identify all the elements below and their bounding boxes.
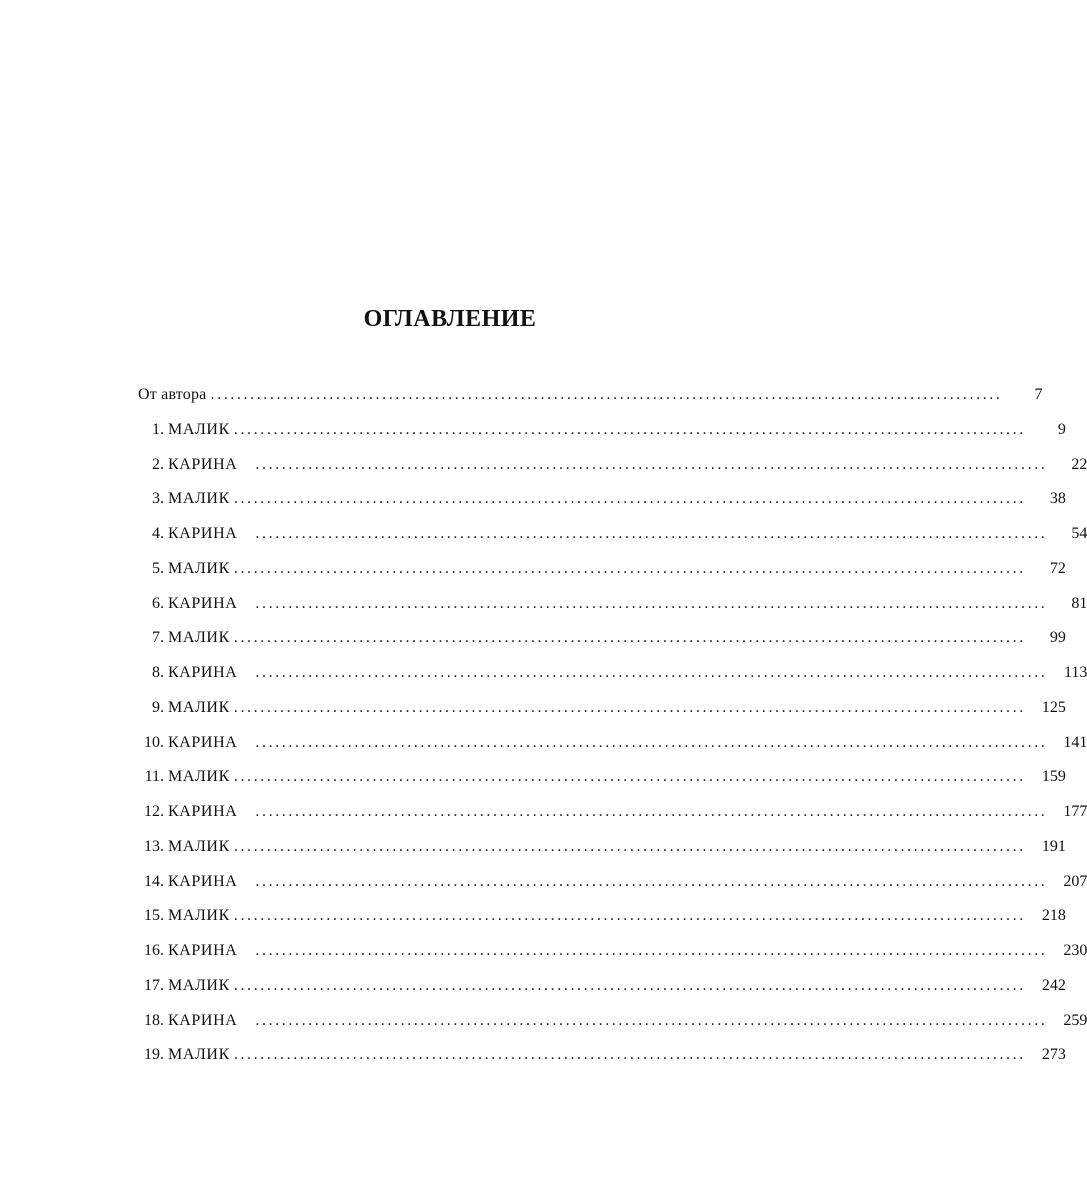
toc-entry[interactable] bbox=[138, 795, 1087, 830]
toc-entry-page-number: 273 bbox=[1041, 1046, 1066, 1064]
toc-entry[interactable] bbox=[138, 656, 1087, 691]
toc-dot-leader: ........................................................................................................................ bbox=[233, 629, 1026, 647]
toc-dot-leader: ........................................................................................................................ bbox=[255, 942, 1048, 959]
toc-entry-label: КАРИНА bbox=[168, 1011, 238, 1029]
toc-entry-page-number: 259 bbox=[1063, 1011, 1087, 1029]
toc-entry-number: 18. bbox=[144, 1011, 164, 1029]
toc-entry-label: МАЛИК bbox=[168, 559, 230, 577]
toc-entry-label: МАЛИК bbox=[168, 698, 230, 716]
toc-entry-page-number: 242 bbox=[1041, 976, 1066, 994]
toc-entry-page-number: 125 bbox=[1041, 698, 1066, 716]
toc-entry[interactable] bbox=[138, 621, 1066, 656]
toc-entry-page-number: 141 bbox=[1063, 733, 1087, 751]
toc-entry-page-number: 7 bbox=[1034, 386, 1043, 403]
toc-entry-number: 1. bbox=[152, 420, 164, 438]
toc-entry-number: 6. bbox=[152, 594, 164, 612]
toc-entry-number: 15. bbox=[144, 907, 164, 925]
toc-entry-label: КАРИНА bbox=[168, 664, 238, 681]
toc-entry-number: 2. bbox=[152, 455, 164, 473]
toc-entry-number: 12. bbox=[144, 803, 164, 820]
toc-entry-page-number: 99 bbox=[1049, 629, 1066, 647]
toc-entry-label: МАЛИК bbox=[168, 768, 230, 786]
toc-entry-label: КАРИНА bbox=[168, 594, 238, 612]
toc-entry-number: 16. bbox=[144, 942, 164, 959]
toc-dot-leader: ........................................................................................................................ bbox=[233, 420, 1026, 438]
toc-entry-number: 4. bbox=[152, 525, 164, 542]
toc-entry-number: 7. bbox=[152, 629, 164, 647]
toc-entry-number: 11. bbox=[144, 768, 164, 786]
toc-dot-leader: ........................................................................................................................ bbox=[255, 594, 1048, 612]
toc-entry-label: МАЛИК bbox=[168, 629, 230, 647]
toc-entry-label: МАЛИК bbox=[168, 907, 230, 925]
toc-dot-leader: ........................................................................................................................ bbox=[233, 698, 1026, 716]
toc-entry[interactable] bbox=[138, 760, 1066, 795]
toc-entry-label: МАЛИК bbox=[168, 420, 230, 438]
toc-entry-page-number: 177 bbox=[1063, 803, 1087, 820]
toc-entry-label: КАРИНА bbox=[168, 942, 238, 959]
toc-entry-page-number: 22 bbox=[1071, 455, 1087, 473]
toc-dot-leader: ........................................................................................................................ bbox=[255, 664, 1048, 681]
toc-dot-leader: ........................................................................................................................ bbox=[255, 803, 1048, 820]
toc-entry-label: КАРИНА bbox=[168, 525, 238, 542]
toc-entry-number: 8. bbox=[152, 664, 164, 681]
toc-entry-page-number: 191 bbox=[1041, 837, 1066, 855]
toc-entry[interactable] bbox=[138, 448, 1087, 483]
toc-entry[interactable] bbox=[138, 934, 1087, 969]
toc-entry-label: МАЛИК bbox=[168, 976, 230, 994]
toc-entry[interactable] bbox=[138, 726, 1087, 761]
toc-entry-label: МАЛИК bbox=[168, 490, 230, 508]
toc-dot-leader: ........................................................................................................................ bbox=[233, 907, 1026, 925]
toc-entry-number: 13. bbox=[144, 837, 164, 855]
toc-entry-page-number: 159 bbox=[1041, 768, 1066, 786]
toc-entry-page-number: 207 bbox=[1063, 872, 1087, 890]
toc-entry[interactable] bbox=[138, 413, 1066, 448]
toc-dot-leader: ........................................................................................................................ bbox=[255, 525, 1048, 542]
toc-entry[interactable] bbox=[138, 1038, 1066, 1073]
toc-entry-number: 3. bbox=[152, 490, 164, 508]
toc-dot-leader: ........................................................................................................................ bbox=[233, 559, 1026, 577]
toc-entry[interactable] bbox=[138, 587, 1087, 622]
toc-entry[interactable] bbox=[138, 969, 1066, 1004]
toc-entry[interactable] bbox=[138, 865, 1087, 900]
toc-entry-label: КАРИНА bbox=[168, 872, 238, 890]
toc-entry-number: 10. bbox=[144, 733, 164, 751]
toc-entry-page-number: 9 bbox=[1057, 420, 1066, 438]
toc-entry[interactable] bbox=[138, 1004, 1087, 1039]
toc-entry-label: КАРИНА bbox=[168, 803, 238, 820]
toc-dot-leader: ........................................................................................................................ bbox=[210, 386, 1003, 403]
toc-dot-leader: ........................................................................................................................ bbox=[233, 976, 1026, 994]
toc-title: ОГЛАВЛЕНИЕ bbox=[363, 306, 537, 332]
toc-entry-number: 17. bbox=[144, 976, 164, 994]
toc-entry-number: 5. bbox=[152, 559, 164, 577]
toc-entry-page-number: 230 bbox=[1063, 942, 1087, 959]
toc-entry[interactable] bbox=[138, 830, 1066, 865]
toc-entry-number: 19. bbox=[144, 1046, 164, 1064]
toc-dot-leader: ........................................................................................................................ bbox=[233, 837, 1026, 855]
toc-entry[interactable] bbox=[138, 517, 1087, 552]
toc-entry-number: 14. bbox=[144, 872, 164, 890]
toc-dot-leader: ........................................................................................................................ bbox=[233, 1046, 1026, 1064]
toc-entry[interactable] bbox=[138, 899, 1066, 934]
toc-entry-page-number: 54 bbox=[1071, 525, 1087, 542]
toc-list bbox=[138, 378, 1087, 1073]
toc-dot-leader: ........................................................................................................................ bbox=[233, 490, 1026, 508]
toc-entry-page-number: 38 bbox=[1049, 490, 1066, 508]
toc-entry-label: КАРИНА bbox=[168, 733, 238, 751]
toc-entry-page-number: 113 bbox=[1063, 664, 1087, 681]
toc-entry[interactable] bbox=[138, 691, 1066, 726]
toc-entry-page-number: 72 bbox=[1049, 559, 1066, 577]
toc-entry-number: 9. bbox=[152, 698, 164, 716]
toc-dot-leader: ........................................................................................................................ bbox=[233, 768, 1026, 786]
toc-entry-page-number: 218 bbox=[1041, 907, 1066, 925]
toc-dot-leader: ........................................................................................................................ bbox=[255, 872, 1048, 890]
toc-entry-label: МАЛИК bbox=[168, 837, 230, 855]
toc-entry[interactable] bbox=[138, 378, 1043, 413]
toc-entry-label: От автора bbox=[138, 386, 207, 403]
toc-entry-page-number: 81 bbox=[1071, 594, 1087, 612]
toc-entry-label: КАРИНА bbox=[168, 455, 238, 473]
toc-entry[interactable] bbox=[138, 552, 1066, 587]
toc-entry-label: МАЛИК bbox=[168, 1046, 230, 1064]
toc-dot-leader: ........................................................................................................................ bbox=[255, 455, 1048, 473]
toc-dot-leader: ........................................................................................................................ bbox=[255, 1011, 1048, 1029]
toc-dot-leader: ........................................................................................................................ bbox=[255, 733, 1048, 751]
toc-entry[interactable] bbox=[138, 482, 1066, 517]
